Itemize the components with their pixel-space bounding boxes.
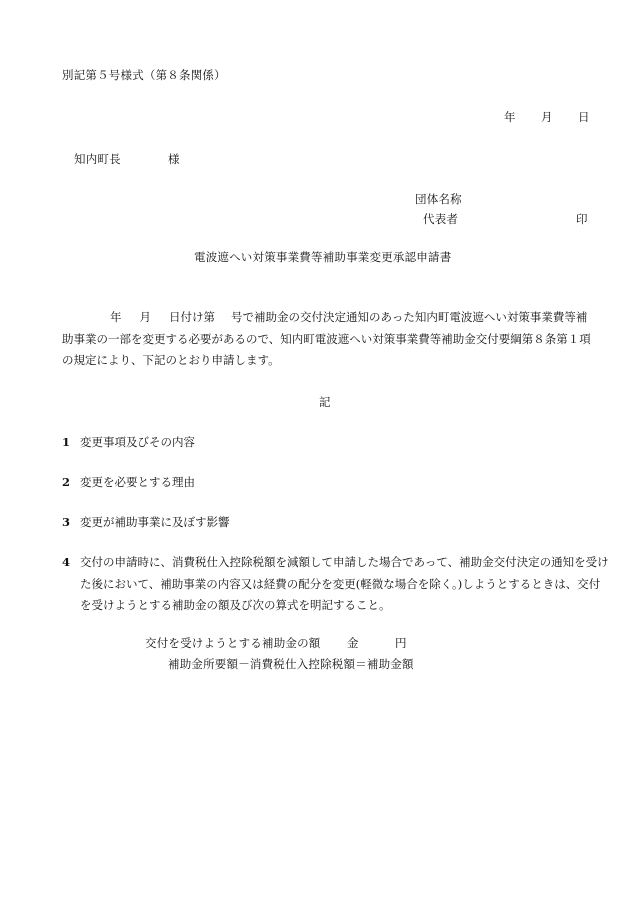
- body-month: 月: [139, 310, 151, 324]
- date-day-label: 日: [578, 110, 590, 124]
- form-label: 別記第５号様式（第８条関係）: [62, 68, 226, 82]
- formula-kin: 金: [347, 636, 359, 650]
- document-title: 電波遮へい対策事業費等補助事業変更承認申請書: [194, 250, 452, 264]
- body-paragraph: [62, 307, 592, 372]
- body-year: 年: [110, 310, 122, 324]
- formula-label: 交付を受けようとする補助金の額: [145, 636, 321, 650]
- date-year-label: 年: [504, 110, 516, 124]
- ki-mark: 記: [319, 395, 331, 409]
- item-number: 2: [62, 475, 71, 489]
- group-name-label: 団体名称: [415, 192, 462, 206]
- item-text: 変更事項及びその内容: [80, 435, 195, 449]
- body-day-no: 日付け第: [169, 310, 215, 324]
- date-month-label: 月: [541, 110, 553, 124]
- representative-label: 代表者: [423, 212, 459, 226]
- item-text: 交付の申請時に、消費税仕入控除税額を減額して申請した場合であって、補助金交付決定の通知を受けた後において、補助事業の内容又は経費の配分を変更(軽微な場合を除く。)しようとするときは、交付を受けようとする補助金の額及び次の算式を明記すること。: [80, 555, 609, 612]
- body-text: 号で補助金の交付決定通知のあった知内町電波遮へい対策事業費等補助事業の一部を変更する必要があるので、知内町電波遮へい対策事業費等補助金交付要綱第８条第１項の規定により、下記のとおり申請します。: [62, 310, 591, 367]
- addressee-title: 知内町長: [74, 152, 121, 166]
- formula-yen: 円: [395, 636, 407, 650]
- item-number: 4: [62, 555, 71, 569]
- seal-mark: 印: [576, 212, 588, 226]
- item-number: 1: [62, 435, 71, 449]
- list-item-2: [62, 472, 592, 494]
- list-item-1: [62, 432, 592, 454]
- item-text: 変更を必要とする理由: [80, 475, 195, 489]
- list-item-4: [62, 552, 610, 617]
- formula-equation: 補助金所要額－消費税仕入控除税額＝補助金額: [168, 657, 414, 671]
- list-item-3: [62, 512, 592, 534]
- item-text: 変更が補助事業に及ぼす影響: [80, 515, 230, 529]
- item-number: 3: [62, 515, 71, 529]
- addressee-honorific: 様: [168, 152, 180, 166]
